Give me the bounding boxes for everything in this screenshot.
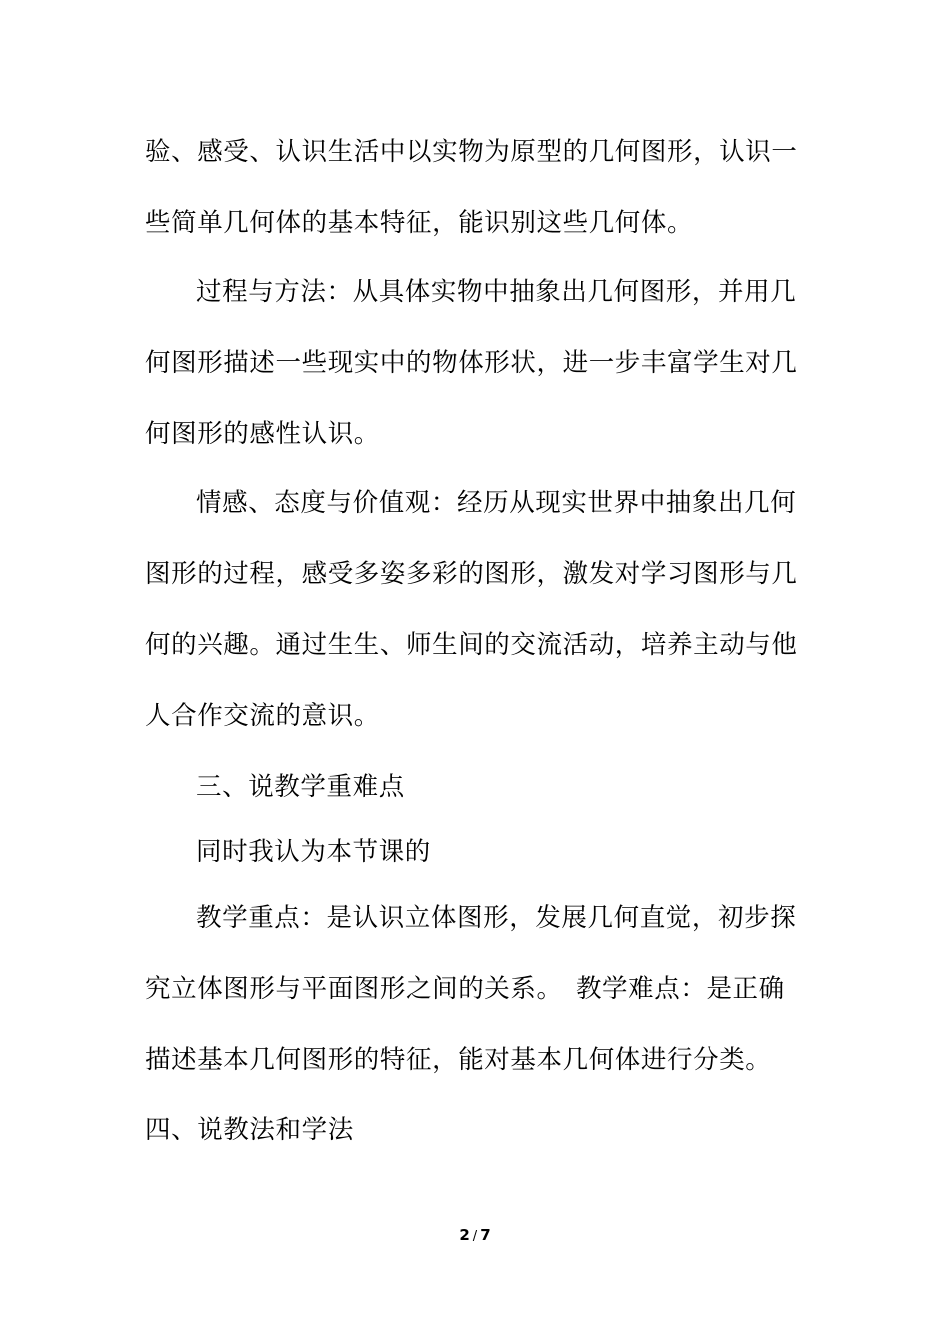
paragraph-process-methods: 过程与方法：从具体实物中抽象出几何图形，并用几 [196,277,797,307]
page-number [0,1224,950,1248]
section-heading-key-points: 三、说教学重难点 [196,772,405,802]
text-line: 何图形描述一些现实中的物体形状，进一步丰富学生对几 [145,348,798,378]
paragraph-teaching-focus: 教学重点：是认识立体图形，发展几何直觉，初步探 [196,903,797,933]
text-line: 些简单几何体的基本特征，能识别这些几何体。 [145,208,694,238]
text-line: 同时我认为本节课的 [196,837,431,867]
text-line: 图形的过程，感受多姿多彩的图形，激发对学习图形与几 [145,559,798,589]
text-line: 究立体图形与平面图形之间的关系。 教学难点：是正确 [145,974,785,1004]
total-pages-number: 7 [480,1226,491,1244]
text-line: 人合作交流的意识。 [145,701,380,731]
text-line: 何的兴趣。通过生生、师生间的交流活动，培养主动与他 [145,630,798,660]
text-line: 何图形的感性认识。 [145,419,380,449]
paragraph-emotion-values: 情感、态度与价值观：经历从现实世界中抽象出几何 [196,488,797,518]
text-line: 描述基本几何图形的特征，能对基本几何体进行分类。 [145,1045,772,1075]
page-separator: / [472,1229,478,1244]
text-line: 验、感受、认识生活中以实物为原型的几何图形，认识一 [145,137,798,167]
current-page-number: 2 [459,1226,470,1244]
section-heading-methods: 四、说教法和学法 [145,1115,354,1145]
